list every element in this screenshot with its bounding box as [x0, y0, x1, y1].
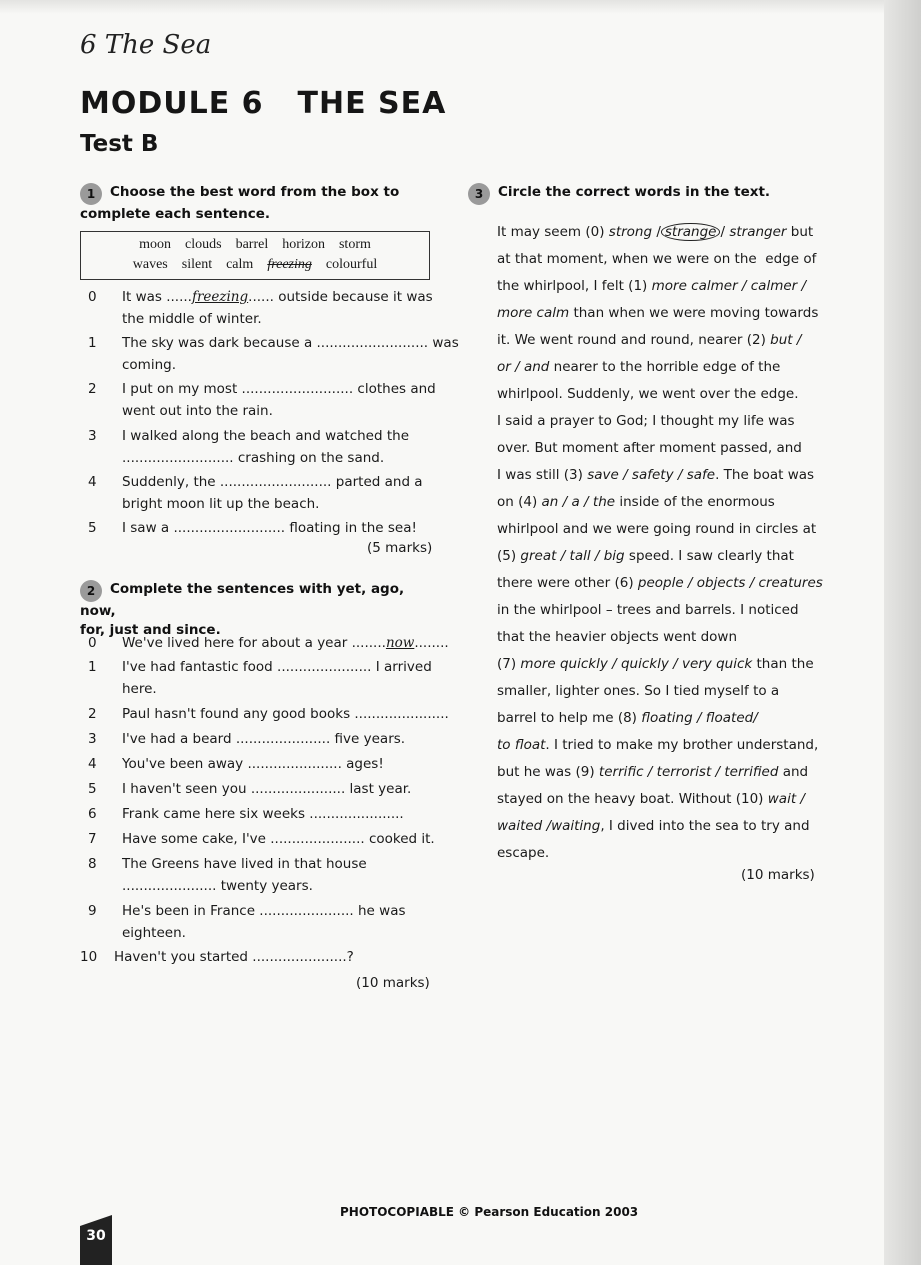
section2-number-badge: 2: [80, 580, 102, 602]
word-box-word: waves: [132, 257, 168, 272]
section1-heading: 1 Choose the best word from the box to complete each sentence.: [80, 184, 400, 222]
test-title: Test B: [80, 131, 159, 157]
text-line: there were other (6) people / objects / creatures: [497, 575, 823, 591]
handwritten-answer: now: [385, 635, 415, 651]
text-line: at that moment, when we were on the edge of: [497, 251, 817, 267]
word-box-word: colourful: [325, 257, 378, 272]
text-line: more calm than when we were moving towards: [497, 305, 819, 321]
text-line: waited /waiting, I dived into the sea to try and: [497, 818, 810, 834]
word-box-word: barrel: [235, 237, 269, 252]
text-line: but he was (9) terrific / terrorist / terrified and: [497, 764, 809, 780]
page-number: 30: [86, 1228, 106, 1244]
word-box-word-crossed: freezing: [267, 257, 312, 272]
text-line: whirlpool. Suddenly, we went over the edge.: [497, 386, 799, 402]
text-line: it. We went round and round, nearer (2) but /: [497, 332, 802, 348]
word-box-word: horizon: [282, 237, 325, 252]
text-line: in the whirlpool – trees and barrels. I noticed: [497, 602, 799, 618]
word-box-word: clouds: [185, 237, 222, 252]
section3-number-badge: 3: [468, 183, 490, 205]
module-title: MODULE 6 THE SEA: [80, 86, 447, 121]
word-box-word: calm: [226, 257, 254, 272]
text-line: over. But moment after moment passed, and: [497, 440, 802, 456]
scan-shadow: [0, 0, 884, 14]
text-line: (5) great / tall / big speed. I saw clearly that: [497, 548, 794, 564]
text-line: smaller, lighter ones. So I tied myself to a: [497, 683, 780, 699]
section3-marks: (10 marks): [741, 867, 815, 883]
word-box-word: silent: [181, 257, 213, 272]
section1-number-badge: 1: [80, 183, 102, 205]
handwritten-answer: freezing: [191, 289, 249, 305]
circled-answer: strange: [661, 223, 721, 241]
text-line: the whirlpool, I felt (1) more calmer / calmer /: [497, 278, 807, 294]
worksheet-page: 6 The Sea MODULE 6 THE SEA Test B 1 Choose the best word from the box to complete each sentence. moon clouds barrel horizon storm waves silent calm freezing colourful 0 It was ......freezing...... outside because it was the middle of winter. 1 The sky was dark because a .......................... was coming. 2 I put on my most .......................... clothes and went out into the rain. 3 I walked along the beach and watched the .......................... crashing on the sand. 4 Suddenly, the .......................... parted and a bright moon lit up the beach. 5 I saw a .......................... floating in the sea! (5 marks) 2 Complete the sentences with yet, ago, now, for, just and since. 0 We've lived here for about a year ........now........ 1 I've had fantastic food ...................... I arrived here. 2 Paul hasn't found any good books ...................... 3 I've had a beard ...................... five years. 4 You've been away ...................... ages! 5 I haven't seen you ...................... last year. 6 Frank came here six weeks ...................... 7 Have some cake, I've ...................... cooked it. 8 The Greens have lived in that house ...................... twenty years. 9 He's been in France ...................... he was eighteen. 10 Haven't you started ......................? (10 marks) 3 Circle the correct words in the text. It may seem (0) strong / strange / stranger but at that moment, when we were on the edge of the whirlpool, I felt (1) more calmer / calmer / more calm than when we were moving towards it. We went round and round, nearer (2) but / or / and nearer to the horrible edge of the whirlpool. Suddenly, we went over the edge. I said a prayer to God; I thought my life was over. But moment after moment passed, and I was still (3) save / safety / safe. The boat was on (4) an / a / the inside of the enormous whirlpool and we were going round in circles at (5) great / tall / big speed. I saw clearly that there were other (6) people / objects / creatures in the whirlpool – trees and barrels. I noticed that the heavier objects went down (7) more quickly / quickly / very quick than the smaller, lighter ones. So I tied myself to a barrel to help me (8) floating / floated/ to float. I tried to make my brother understand, but he was (9) terrific / terrorist / terrified and stayed on the heavy boat. Without (10) wait / waited /waiting, I dived into the sea to try and escape. (10 marks) PHOTOCOPIABLE © Pearson Education 2003 30: [0, 0, 921, 1265]
text-line: whirlpool and we were going round in circles at: [497, 521, 817, 537]
text-line: barrel to help me (8) floating / floated/: [497, 710, 758, 726]
copyright-footer: PHOTOCOPIABLE © Pearson Education 2003: [340, 1205, 639, 1219]
text-line: or / and nearer to the horrible edge of the: [497, 359, 781, 375]
text-line: that the heavier objects went down: [497, 629, 738, 645]
handwritten-header: 6 The Sea: [80, 30, 212, 60]
section2-heading: 2 Complete the sentences with yet, ago, now, for, just and since.: [80, 581, 405, 638]
text-line: (7) more quickly / quickly / very quick than the: [497, 656, 814, 672]
page-edge: [884, 0, 921, 1265]
text-line: I was still (3) save / safety / safe. The boat was: [497, 467, 815, 483]
section1-marks: (5 marks): [367, 540, 433, 556]
word-box-word: moon: [139, 237, 171, 252]
text-line: on (4) an / a / the inside of the enormous: [497, 494, 775, 510]
word-box-row-2: [81, 257, 429, 273]
text-line: I said a prayer to God; I thought my life was: [497, 413, 795, 429]
text-line: to float. I tried to make my brother understand,: [497, 737, 819, 753]
text-line: escape.: [497, 845, 550, 861]
word-box: [80, 231, 430, 280]
section2-marks: (10 marks): [356, 975, 430, 991]
text-line: stayed on the heavy boat. Without (10) wait /: [497, 791, 805, 807]
word-box-word: storm: [338, 237, 371, 252]
text-line: It may seem (0) strong / strange / stranger but: [497, 224, 814, 240]
word-box-row-1: [81, 237, 429, 253]
section3-heading: 3 Circle the correct words in the text.: [468, 183, 848, 205]
